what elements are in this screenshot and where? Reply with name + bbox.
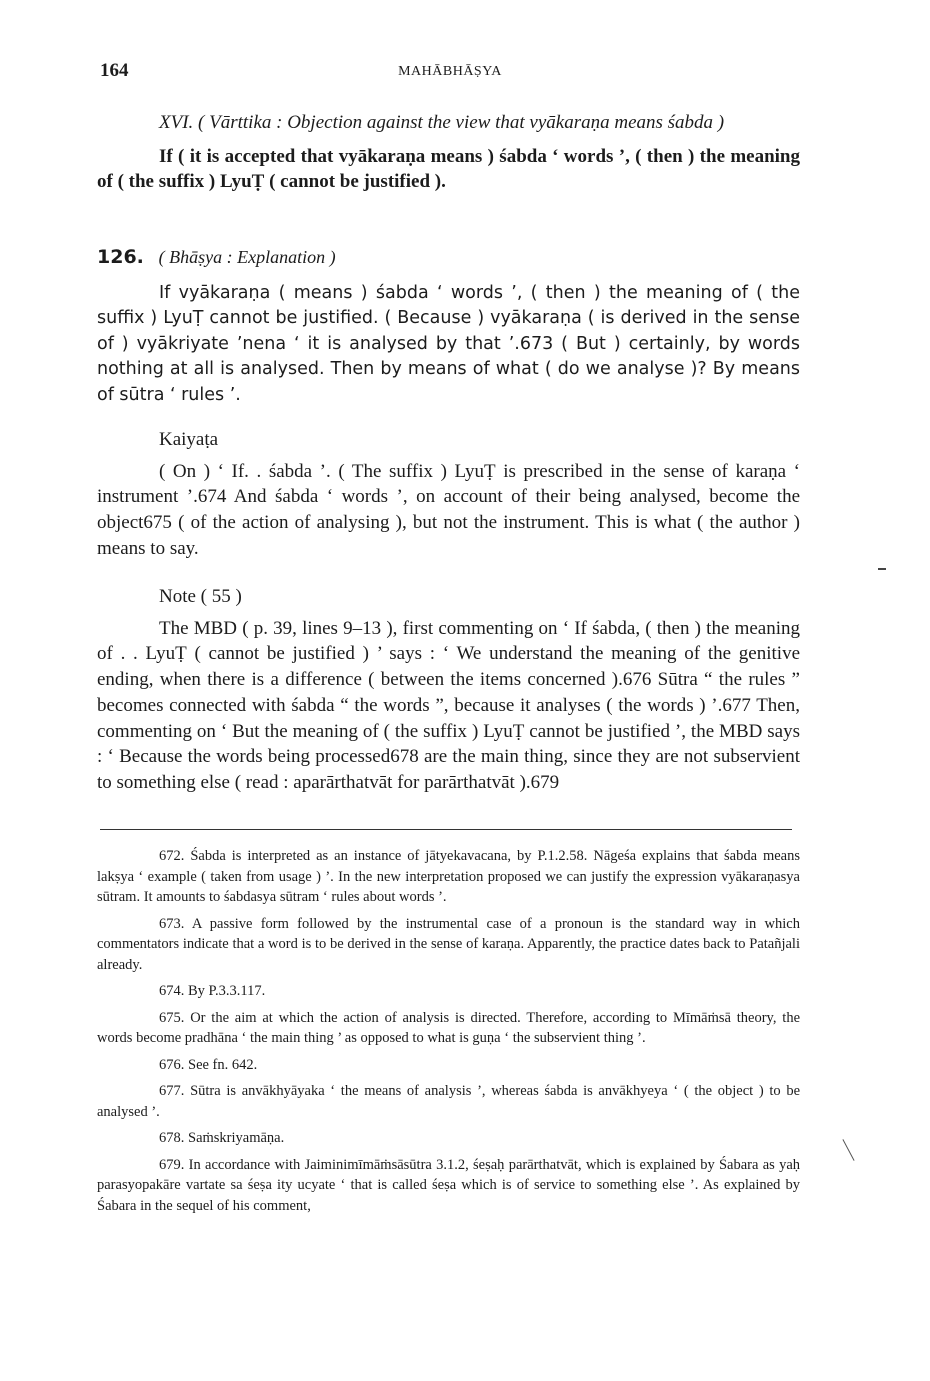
footnote: 674. By P.3.3.117. (159, 983, 266, 999)
bhasya-number: 126. (97, 246, 144, 268)
scan-mark (842, 1139, 854, 1161)
footnote: 676. See fn. 642. (159, 1056, 258, 1073)
bhasya-text: If vyākaraṇa ( means ) śabda ‘ words ’, ( then ) the meaning of ( the suffix ) LyuṬ cannot be justified. ( Because ) vyākaraṇa ( is derived in the sense of ) vyākriyate ’nena ‘ it is analysed by that ’.673 ( But ) certainly, by words nothing at all is analysed. Then by means of what ( do we analyse )? By means of sūtra ‘ rules ’. (97, 282, 800, 406)
page-number: 164 (100, 60, 129, 81)
varttika-text: If ( it is accepted that vyākaraṇa means ) śabda ‘ words ’, ( then ) the meaning of ( the suffix ) LyuṬ ( cannot be justified ). (97, 145, 800, 193)
note-heading: Note ( 55 ) (159, 586, 242, 607)
note-text: The MBD ( p. 39, lines 9–13 ), first commenting on ‘ If śabda, ( then ) the meaning of . . LyuṬ ( cannot be justified ) ’ says : ‘ We understand the meaning of the genitive ending, when there is a difference ( between the items concerned ).676 Sūtra “ the rules ” becomes connected with śabda “ the words ”, because it analyses ( the words ) ’.677 Then, commenting on ‘ But the meaning of ( the suffix ) LyuṬ cannot be justified ’, the MBD says : ‘ Because the words being processed678 are the main thing, since they are not subservient to something else ( read : aparārthatvāt for parārthatvāt ).679 (97, 617, 800, 793)
bhasya-section (97, 245, 800, 409)
note-section (97, 584, 800, 796)
kaiyata-text: ( On ) ‘ If. . śabda ’. ( The suffix ) LyuṬ is prescribed in the sense of karaṇa ‘ instrument ’.674 And śabda ‘ words ’, on account of their being analysed, become the object675 ( of the action of analysing ), but not the instrument. This is what ( the author ) means to say. (97, 460, 800, 559)
footnote: 672. Śabda is interpreted as an instance of jātyekavacana, by P.1.2.58. Nāgeśa explains that śabda means lakṣya ‘ example ( taken from usage ) ’. In the new interpretation proposed we can justify the expression vyākaraṇasya sūtram. It amounts to śabdasya sūtram ‘ rules about words ’. (97, 848, 801, 905)
page-header (100, 60, 800, 88)
footnote-separator (100, 829, 792, 830)
running-title: MAHĀBHĀṢYA (398, 64, 502, 79)
varttika-title: XVI. ( Vārttika : Objection against the view that vyākaraṇa means śabda ) (159, 112, 725, 133)
bhasya-heading (97, 245, 800, 271)
footnote: 677. Sūtra is anvākhyāyaka ‘ the means of analysis ’, whereas śabda is anvākhyeya ‘ ( the object ) to be analysed ’. (97, 1083, 801, 1120)
footnote: 679. In accordance with Jaiminimīmāṁsāsūtra 3.1.2, śeṣaḥ parārthatvāt, which is explained by Śabara as yaḥ parasyopakāre vartate sa śeṣa ity ucyate ‘ that is called śeṣa which is of service to something else ’. As explained by Śabara in the sequel of his comment, (97, 1156, 801, 1214)
scan-speck (878, 568, 886, 570)
footnotes (97, 846, 800, 1222)
footnote: 675. Or the aim at which the action of analysis is directed. Therefore, according to Mīmāṁsā theory, the words become pradhāna ‘ the main thing ’ as opposed to what is guṇa ‘ the subservient thing ’. (97, 1009, 800, 1046)
kaiyata-section (97, 427, 800, 562)
varttika-section (97, 110, 800, 195)
footnote: 673. A passive form followed by the instrumental case of a pronoun is the standard way in which commentators indicate that a word is to be derived in the sense of karaṇa. Apparently, the practice dates back to Patañjali already. (97, 915, 800, 973)
footnote: 678. Saṁskriyamāṇa. (159, 1130, 285, 1146)
kaiyata-heading: Kaiyaṭa (159, 429, 219, 450)
bhasya-title: ( Bhāṣya : Explanation ) (158, 247, 336, 267)
